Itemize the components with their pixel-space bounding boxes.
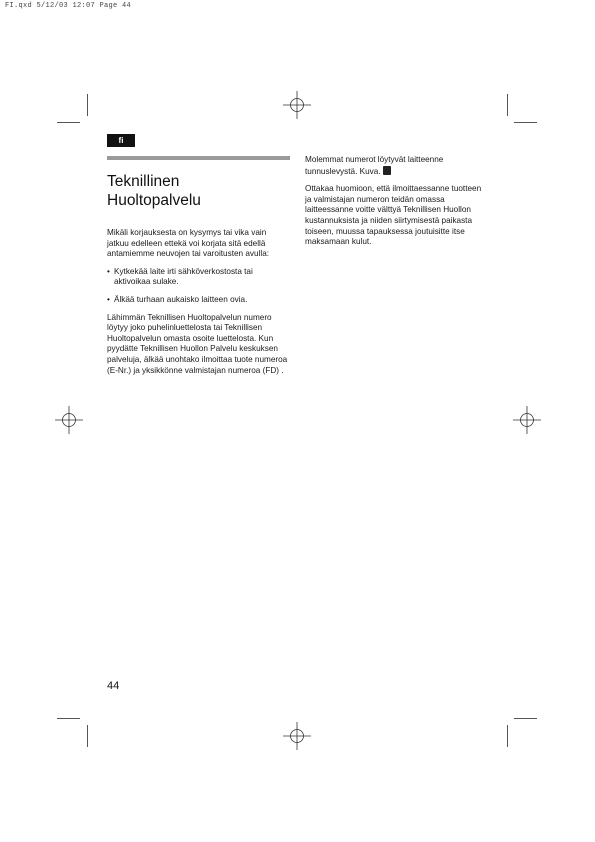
figure-reference-icon bbox=[383, 166, 391, 175]
registration-mark-left-icon bbox=[55, 406, 83, 434]
title-line-1: Teknillinen bbox=[107, 173, 180, 190]
bullet-item: • Älkää turhaan aukaisko laitteen ovia. bbox=[107, 295, 290, 306]
registration-mark-top-icon bbox=[283, 91, 311, 119]
language-tab: fi bbox=[107, 134, 135, 147]
registration-mark-bottom-icon bbox=[283, 722, 311, 750]
section-rule bbox=[107, 156, 290, 160]
numbers-text: Molemmat numerot löytyvät laitteenne tunnuslevystä. Kuva. bbox=[305, 155, 444, 176]
left-column bbox=[107, 228, 290, 383]
service-paragraph: Lähimmän Teknillisen Huoltopalvelun numero löytyy joko puhelinluettelosta tai Teknillisen Huoltopalvelun omasta osoite luettelosta. Kun pyydätte Teknillisen Huollon Palvelu keskuksen palveluja, älkää unohtako ilmoittaa tuote numeroa (E-Nr.) ja yksikkönne valmistajan numeroa (FD) . bbox=[107, 312, 288, 375]
bullet-item: • Kytkekää laite irti sähköverkostosta tai aktivoikaa sulake. bbox=[107, 267, 290, 288]
numbers-paragraph bbox=[305, 155, 485, 177]
registration-mark-right-icon bbox=[513, 406, 541, 434]
intro-paragraph: Mikäli korjauksesta on kysymys tai vika vain jatkuu edelleen ettekä voi korjata sitä edellä antamiemme neuvojen tai varoitusten avulla: bbox=[107, 228, 270, 259]
page-title bbox=[107, 172, 292, 210]
title-line-2: Huoltopalvelu bbox=[107, 192, 201, 209]
page-number: 44 bbox=[107, 680, 120, 692]
bullet-list bbox=[107, 267, 290, 306]
costs-paragraph: Ottakaa huomioon, että ilmoittaessanne tuotteen ja valmistajan numeron teidän omassa laitteessanne voitte välttyä Teknillisen Huollon kustannuksista ja niiden siirtymisestä paikasta toiseen, muussa tapauksessa joutuisitte itse maksamaan kulut. bbox=[305, 184, 482, 247]
right-column bbox=[305, 155, 485, 255]
print-slug: FI.qxd 5/12/03 12:07 Page 44 bbox=[5, 2, 132, 10]
